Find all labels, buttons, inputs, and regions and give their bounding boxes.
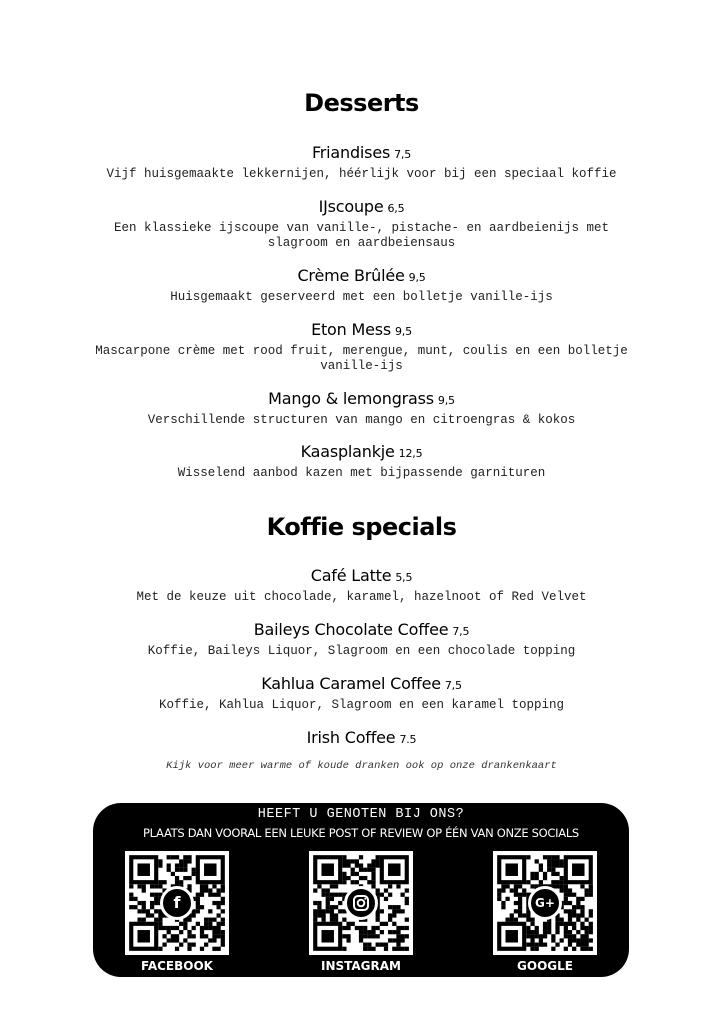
item-description: Met de keuze uit chocolade, karamel, hazelnoot of Red Velvet (136, 590, 587, 604)
item-name: Kahlua Caramel Coffee (261, 674, 441, 693)
google-qr-code[interactable] (493, 851, 597, 955)
item-name: IJscoupe (318, 197, 384, 216)
item-name: Irish Coffee (306, 728, 396, 747)
social-facebook[interactable] (125, 851, 229, 973)
menu-item-kaasplankje (0, 441, 723, 481)
item-description: Mascarpone crème met rood fruit, merengue, munt, coulis en een bolletje vanille-ijs (95, 344, 628, 373)
banner-subheading: PLAATS DAN VOORAL EEN LEUKE POST OF REVIEW OP ÉÉN VAN ONZE SOCIALS (143, 826, 579, 840)
item-name: Kaasplankje (300, 442, 395, 461)
menu-item-friandises (0, 142, 723, 182)
menu-item-kahlua-caramel-coffee (0, 673, 723, 713)
item-description: Verschillende structuren van mango en citroengras & kokos (147, 413, 576, 427)
item-price: 7,5 (444, 679, 462, 692)
item-description: Vijf huisgemaakte lekkernijen, héérlijk voor bij een speciaal koffie (106, 167, 617, 181)
item-price: 9,5 (395, 325, 412, 338)
menu-item-mango-lemongrass (0, 388, 723, 428)
menu-item-ijscoupe (0, 196, 723, 251)
menu-item-creme-brulee (0, 265, 723, 305)
item-price: 5,5 (395, 571, 413, 584)
item-price: 12,5 (398, 447, 423, 460)
item-name: Café Latte (310, 566, 392, 585)
item-price: 7.5 (399, 733, 417, 746)
coffee-title: Koffie specials (266, 513, 457, 541)
menu-item-eton-mess (0, 319, 723, 374)
banner-heading: HEEFT U GENOTEN BIJ ONS? (257, 807, 465, 822)
drinks-card-note: Kijk voor meer warme of koude dranken ook op onze drankenkaart (166, 760, 557, 772)
facebook-qr-code[interactable] (125, 851, 229, 955)
social-instagram[interactable] (309, 851, 413, 973)
item-name: Crème Brûlée (297, 266, 405, 285)
item-name: Baileys Chocolate Coffee (253, 620, 449, 639)
social-google[interactable] (493, 851, 597, 973)
item-description: Koffie, Kahlua Liquor, Slagroom en een karamel topping (158, 698, 565, 712)
item-price: 6,5 (387, 202, 405, 215)
social-label: INSTAGRAM (320, 959, 401, 973)
instagram-glyph (347, 889, 375, 917)
item-price: 9,5 (437, 394, 455, 407)
item-price: 9,5 (408, 271, 426, 284)
menu-item-irish-coffee (0, 727, 723, 751)
social-label: FACEBOOK (141, 959, 213, 973)
item-description: Een klassieke ijscoupe van vanille-, pistache- en aardbeienijs met slagroom en aardbeiensaus (113, 221, 610, 250)
item-price: 7,5 (452, 625, 470, 638)
menu-item-cafe-latte (0, 565, 723, 605)
item-name: Friandises (311, 143, 391, 162)
item-description: Huisgemaakt geserveerd met een bolletje vanille-ijs (170, 290, 553, 304)
facebook-icon: f (160, 886, 194, 920)
socials-banner (93, 803, 629, 977)
social-label: GOOGLE (517, 959, 573, 973)
item-description: Koffie, Baileys Liquor, Slagroom en een chocolade topping (147, 644, 576, 658)
google-plus-icon: G+ (528, 886, 562, 920)
instagram-qr-code[interactable] (309, 851, 413, 955)
item-name: Mango & lemongrass (268, 389, 434, 408)
instagram-icon (344, 886, 378, 920)
item-description: Wisselend aanbod kazen met bijpassende garnituren (177, 466, 546, 480)
menu-item-baileys-chocolate-coffee (0, 619, 723, 659)
desserts-title: Desserts (304, 89, 419, 117)
item-name: Eton Mess (311, 320, 391, 339)
item-price: 7,5 (394, 148, 412, 161)
